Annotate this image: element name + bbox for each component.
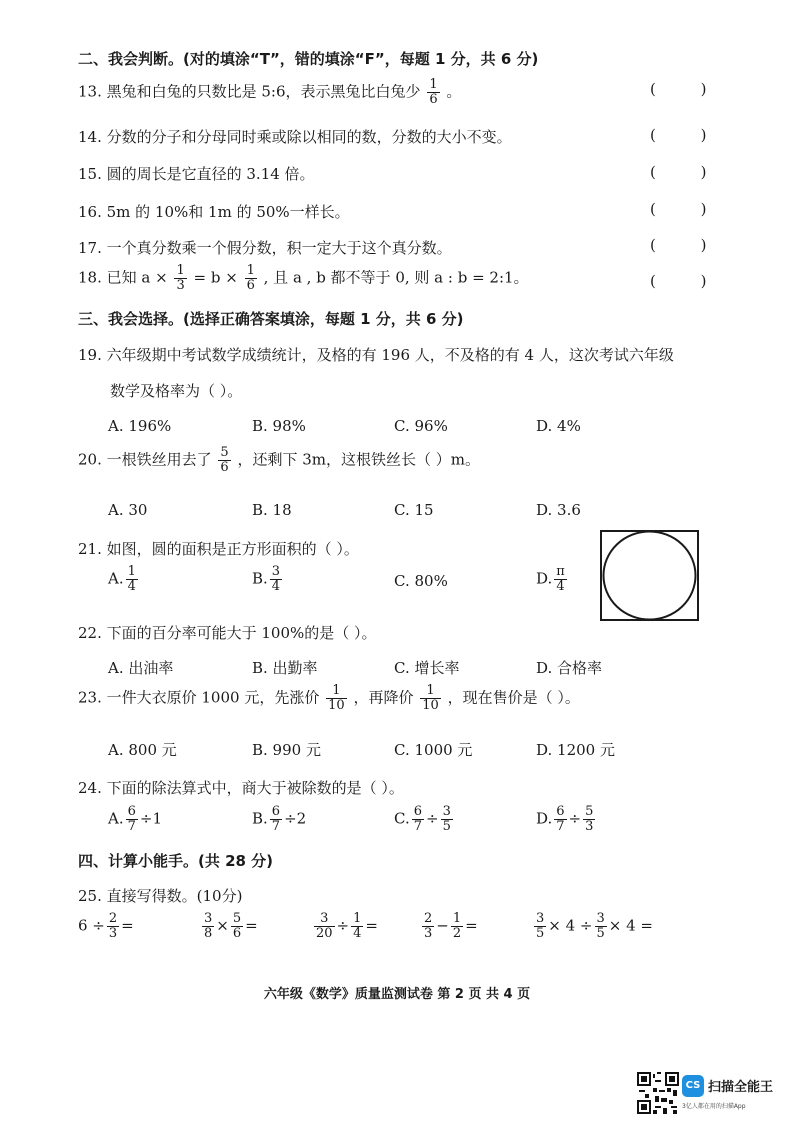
q13-text: 13. 黑兔和白兔的只数比是 5:6，表示黑兔比白兔少 xyxy=(78,82,421,101)
brand-name: 扫描全能王 xyxy=(708,1080,774,1095)
fraction: $\frac{1}{10}$ xyxy=(328,683,345,713)
q19-option-b[interactable]: B. 98% xyxy=(252,417,306,435)
camscanner-logo xyxy=(682,1075,790,1115)
calc-expression-2: $\frac{3}{8}$ × $\frac{5}{6}$ = xyxy=(204,911,258,941)
q24-option-c[interactable]: C. $\frac{6}{7}$ ÷ $\frac{3}{5}$ xyxy=(394,804,451,834)
question-16: 16. 5m 的 10%和 1m 的 50%一样长。 xyxy=(78,203,350,221)
question-25: 25. 直接写得数。(10分) xyxy=(78,887,243,905)
question-24: 24. 下面的除法算式中，商大于被除数的是（ ）。 xyxy=(78,779,404,797)
calc-expression-4: $\frac{2}{3}$ − $\frac{1}{2}$ = xyxy=(424,911,478,941)
q20-option-b[interactable]: B. 18 xyxy=(252,501,292,519)
q20-option-d[interactable]: D. 3.6 xyxy=(536,501,581,519)
q24-option-d[interactable]: D. $\frac{6}{7}$ ÷ $\frac{5}{3}$ xyxy=(536,804,594,834)
question-19-line2: 数学及格率为（ ）。 xyxy=(110,382,243,400)
answer-bracket[interactable]: ( ) xyxy=(650,163,727,181)
section-3-title: 三、我会选择。(选择正确答案填涂，每题 1 分，共 6 分) xyxy=(78,310,464,328)
calc-expression-5: $\frac{3}{5}$ × 4 ÷ $\frac{3}{5}$ × 4 = xyxy=(536,911,653,941)
brand-tagline: 3亿人都在用的扫描App xyxy=(682,1103,746,1110)
circle-in-square-figure xyxy=(600,530,700,622)
q19-option-c[interactable]: C. 96% xyxy=(394,417,448,435)
fraction: $\frac{1}{6}$ xyxy=(429,77,438,107)
calc-expression-1: 6 ÷ $\frac{2}{3}$ = xyxy=(78,911,134,941)
q21-option-a[interactable]: A. $\frac{1}{4}$ xyxy=(108,564,136,594)
question-14: 14. 分数的分子和分母同时乘或除以相同的数，分数的大小不变。 xyxy=(78,128,512,146)
fraction: $\frac{1}{10}$ xyxy=(422,683,439,713)
q20-option-a[interactable]: A. 30 xyxy=(108,501,148,519)
q22-option-d[interactable]: D. 合格率 xyxy=(536,659,603,677)
q21-option-c[interactable]: C. 80% xyxy=(394,572,448,590)
q19-option-d[interactable]: D. 4% xyxy=(536,417,581,435)
q24-option-a[interactable]: A. $\frac{6}{7}$ ÷1 xyxy=(108,804,163,834)
question-21: 21. 如图，圆的面积是正方形面积的（ ）。 xyxy=(78,540,359,558)
q24-option-b[interactable]: B. $\frac{6}{7}$ ÷2 xyxy=(252,804,307,834)
section-4-title: 四、计算小能手。(共 28 分) xyxy=(78,852,274,870)
question-18: 18. 已知 a × $\frac{1}{3}$ = b × $\frac{1}{6}$ , 且 a , b 都不等于 0, 则 a : b = 2:1。 xyxy=(78,263,529,293)
fraction: $\frac{5}{6}$ xyxy=(220,445,229,475)
q23-option-d[interactable]: D. 1200 元 xyxy=(536,741,615,759)
q23-option-a[interactable]: A. 800 元 xyxy=(108,741,177,759)
q22-option-b[interactable]: B. 出勤率 xyxy=(252,659,318,677)
q23-option-c[interactable]: C. 1000 元 xyxy=(394,741,473,759)
fraction: $\frac{1}{6}$ xyxy=(246,263,255,293)
fraction: $\frac{1}{3}$ xyxy=(176,263,185,293)
section-2-title: 二、我会判断。(对的填涂“T”，错的填涂“F”，每题 1 分，共 6 分) xyxy=(78,50,539,68)
question-20: 20. 一根铁丝用去了 $\frac{5}{6}$ ，还剩下 3m，这根铁丝长（ ）m。 xyxy=(78,445,480,475)
question-17: 17. 一个真分数乘一个假分数，积一定大于这个真分数。 xyxy=(78,239,452,257)
cs-logo-icon: CS xyxy=(682,1075,704,1097)
question-13: 13. 黑兔和白兔的只数比是 5:6，表示黑兔比白兔少 $\frac{1}{6}$ 。 xyxy=(78,77,462,107)
question-22: 22. 下面的百分率可能大于 100%的是（ ）。 xyxy=(78,624,377,642)
question-15: 15. 圆的周长是它直径的 3.14 倍。 xyxy=(78,165,315,183)
q23-option-b[interactable]: B. 990 元 xyxy=(252,741,321,759)
q19-option-a[interactable]: A. 196% xyxy=(108,417,172,435)
answer-bracket[interactable]: ( ) xyxy=(650,126,727,144)
q22-option-a[interactable]: A. 出油率 xyxy=(108,659,174,677)
page-footer: 六年级《数学》质量监测试卷 第 2 页 共 4 页 xyxy=(263,987,531,1002)
answer-bracket[interactable]: ( ) xyxy=(650,200,727,218)
q22-option-c[interactable]: C. 增长率 xyxy=(394,659,460,677)
answer-bracket[interactable]: ( ) xyxy=(650,272,727,290)
answer-bracket[interactable]: ( ) xyxy=(650,236,727,254)
question-19-line1: 19. 六年级期中考试数学成绩统计，及格的有 196 人，不及格的有 4 人，这次考试六年级 xyxy=(78,346,674,364)
calc-expression-3: $\frac{3}{20}$ ÷ $\frac{1}{4}$ = xyxy=(316,911,378,941)
question-23: 23. 一件大衣原价 1000 元，先涨价 $\frac{1}{10}$ ，再降价 $\frac{1}{10}$ ，现在售价是（ ）。 xyxy=(78,683,580,713)
qr-code-icon xyxy=(637,1072,679,1114)
q21-option-d[interactable]: D. $\frac{\pi}{4}$ xyxy=(536,564,565,594)
q21-option-b[interactable]: B. $\frac{3}{4}$ xyxy=(252,564,281,594)
answer-bracket[interactable]: ( ) xyxy=(650,80,727,98)
q20-option-c[interactable]: C. 15 xyxy=(394,501,434,519)
